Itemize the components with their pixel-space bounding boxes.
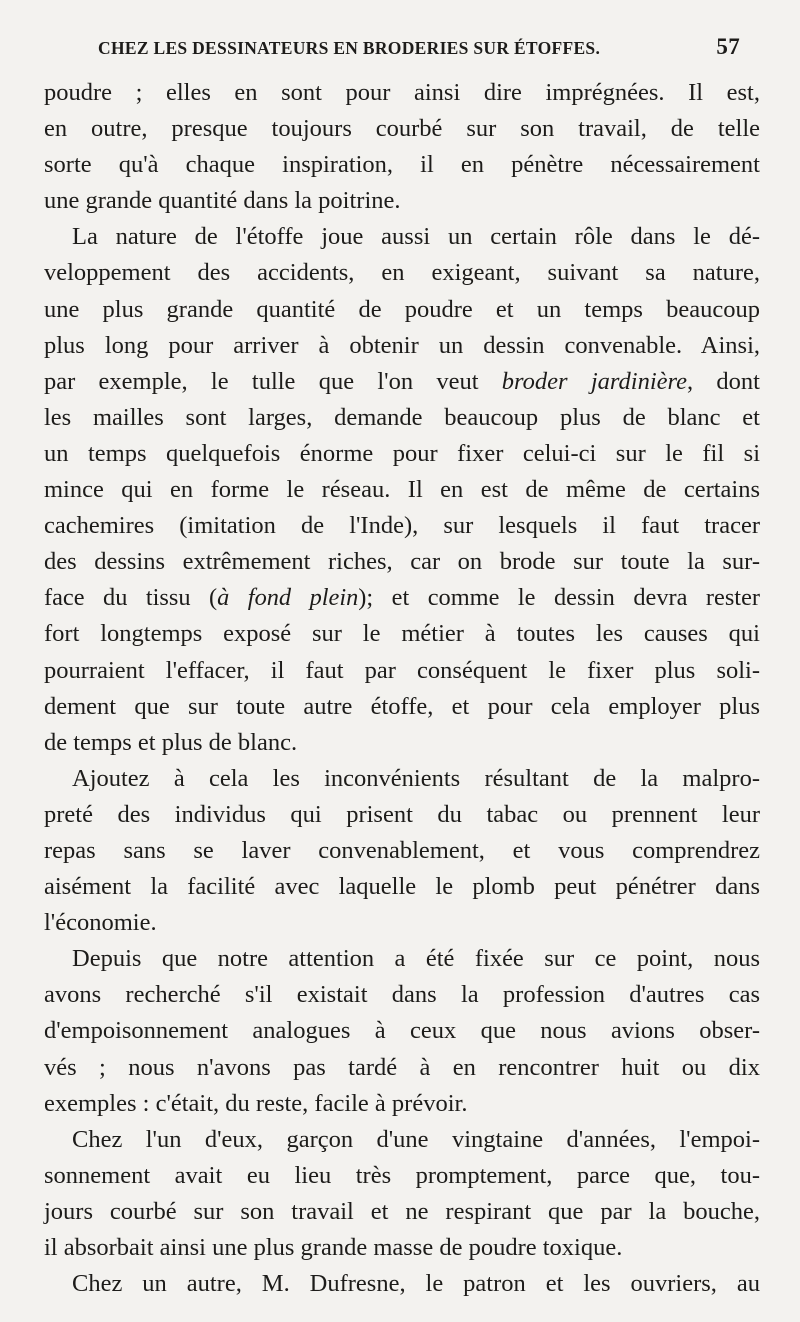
- text-run: , dont: [687, 367, 760, 395]
- text-line: fort longtemps exposé sur le métier à toutes les causes qui: [44, 620, 760, 648]
- text-line: de temps et plus de blanc.: [44, 728, 298, 756]
- text-line: sorte qu'à chaque inspiration, il en pénètre nécessairement: [44, 151, 760, 179]
- text-line: aisément la facilité avec laquelle le plomb peut pénétrer dans: [44, 873, 760, 901]
- text-line: poudre ; elles en sont pour ainsi dire imprégnées. Il est,: [44, 79, 760, 106]
- text-line: en outre, presque toujours courbé sur son travail, de telle: [44, 115, 760, 143]
- text-line: repas sans se laver convenablement, et vous comprendrez: [44, 836, 760, 864]
- text-line: pourraient l'effacer, il faut par conséquent le fixer plus soli-: [44, 656, 760, 684]
- text-line: exemples : c'était, du reste, facile à prévoir.: [44, 1089, 468, 1117]
- text-run: ); et comme le dessin devra rester: [358, 584, 760, 612]
- text-line: une grande quantité dans la poitrine.: [44, 187, 401, 215]
- text-line: avons recherché s'il existait dans la profession d'autres cas: [44, 981, 760, 1009]
- running-title: CHEZ LES DESSINATEURS EN BRODERIES SUR ÉTOFFES.: [98, 38, 601, 58]
- text-line: il absorbait ainsi une plus grande masse de poudre toxique.: [44, 1234, 623, 1261]
- text-line: preté des individus qui prisent du tabac ou prennent leur: [44, 800, 760, 828]
- text-line: dement que sur toute autre étoffe, et pour cela employer plus: [44, 692, 760, 720]
- italic-term: à fond plein: [217, 584, 359, 612]
- text-line: un temps quelquefois énorme pour fixer celui-ci sur le fil si: [44, 439, 760, 467]
- page-number: 57: [716, 34, 740, 59]
- text-line: les mailles sont larges, demande beaucoup plus de blanc et: [44, 403, 760, 431]
- text-line: cachemires (imitation de l'Inde), sur lesquels il faut tracer: [44, 512, 760, 540]
- text-run: par exemple, le tulle que l'on veut: [44, 367, 502, 395]
- text-run: face du tissu (: [44, 584, 218, 612]
- paragraph-first-line: Chez un autre, M. Dufresne, le patron et les ouvriers, au: [72, 1270, 760, 1298]
- text-line: jours courbé sur son travail et ne respirant que par la bouche,: [44, 1197, 760, 1225]
- text-line: des dessins extrêmement riches, car on brode sur toute la sur-: [44, 548, 760, 576]
- paragraph-first-line: La nature de l'étoffe joue aussi un certain rôle dans le dé-: [72, 223, 760, 251]
- body-text: [44, 75, 760, 1302]
- text-line: plus long pour arriver à obtenir un dessin convenable. Ainsi,: [44, 331, 760, 359]
- paragraph-first-line: Chez l'un d'eux, garçon d'une vingtaine d'années, l'empoi-: [72, 1125, 760, 1153]
- text-line: vés ; nous n'avons pas tardé à en rencontrer huit ou dix: [44, 1053, 760, 1081]
- text-line: l'économie.: [44, 909, 157, 937]
- text-line: sonnement avait eu lieu très promptement, parce que, tou-: [44, 1161, 760, 1189]
- text-line: [44, 580, 760, 616]
- paragraph-first-line: Depuis que notre attention a été fixée sur ce point, nous: [72, 945, 760, 973]
- paragraph-first-line: Ajoutez à cela les inconvénients résultant de la malpro-: [72, 764, 760, 792]
- text-line: d'empoisonnement analogues à ceux que nous avions obser-: [44, 1017, 760, 1045]
- text-line: une plus grande quantité de poudre et un temps beaucoup: [44, 295, 760, 323]
- text-line: mince qui en forme le réseau. Il en est de même de certains: [44, 476, 760, 504]
- running-header: [98, 34, 740, 64]
- text-line: [44, 364, 760, 400]
- text-line: veloppement des accidents, en exigeant, suivant sa nature,: [44, 259, 760, 287]
- italic-term: broder jardinière: [501, 367, 688, 395]
